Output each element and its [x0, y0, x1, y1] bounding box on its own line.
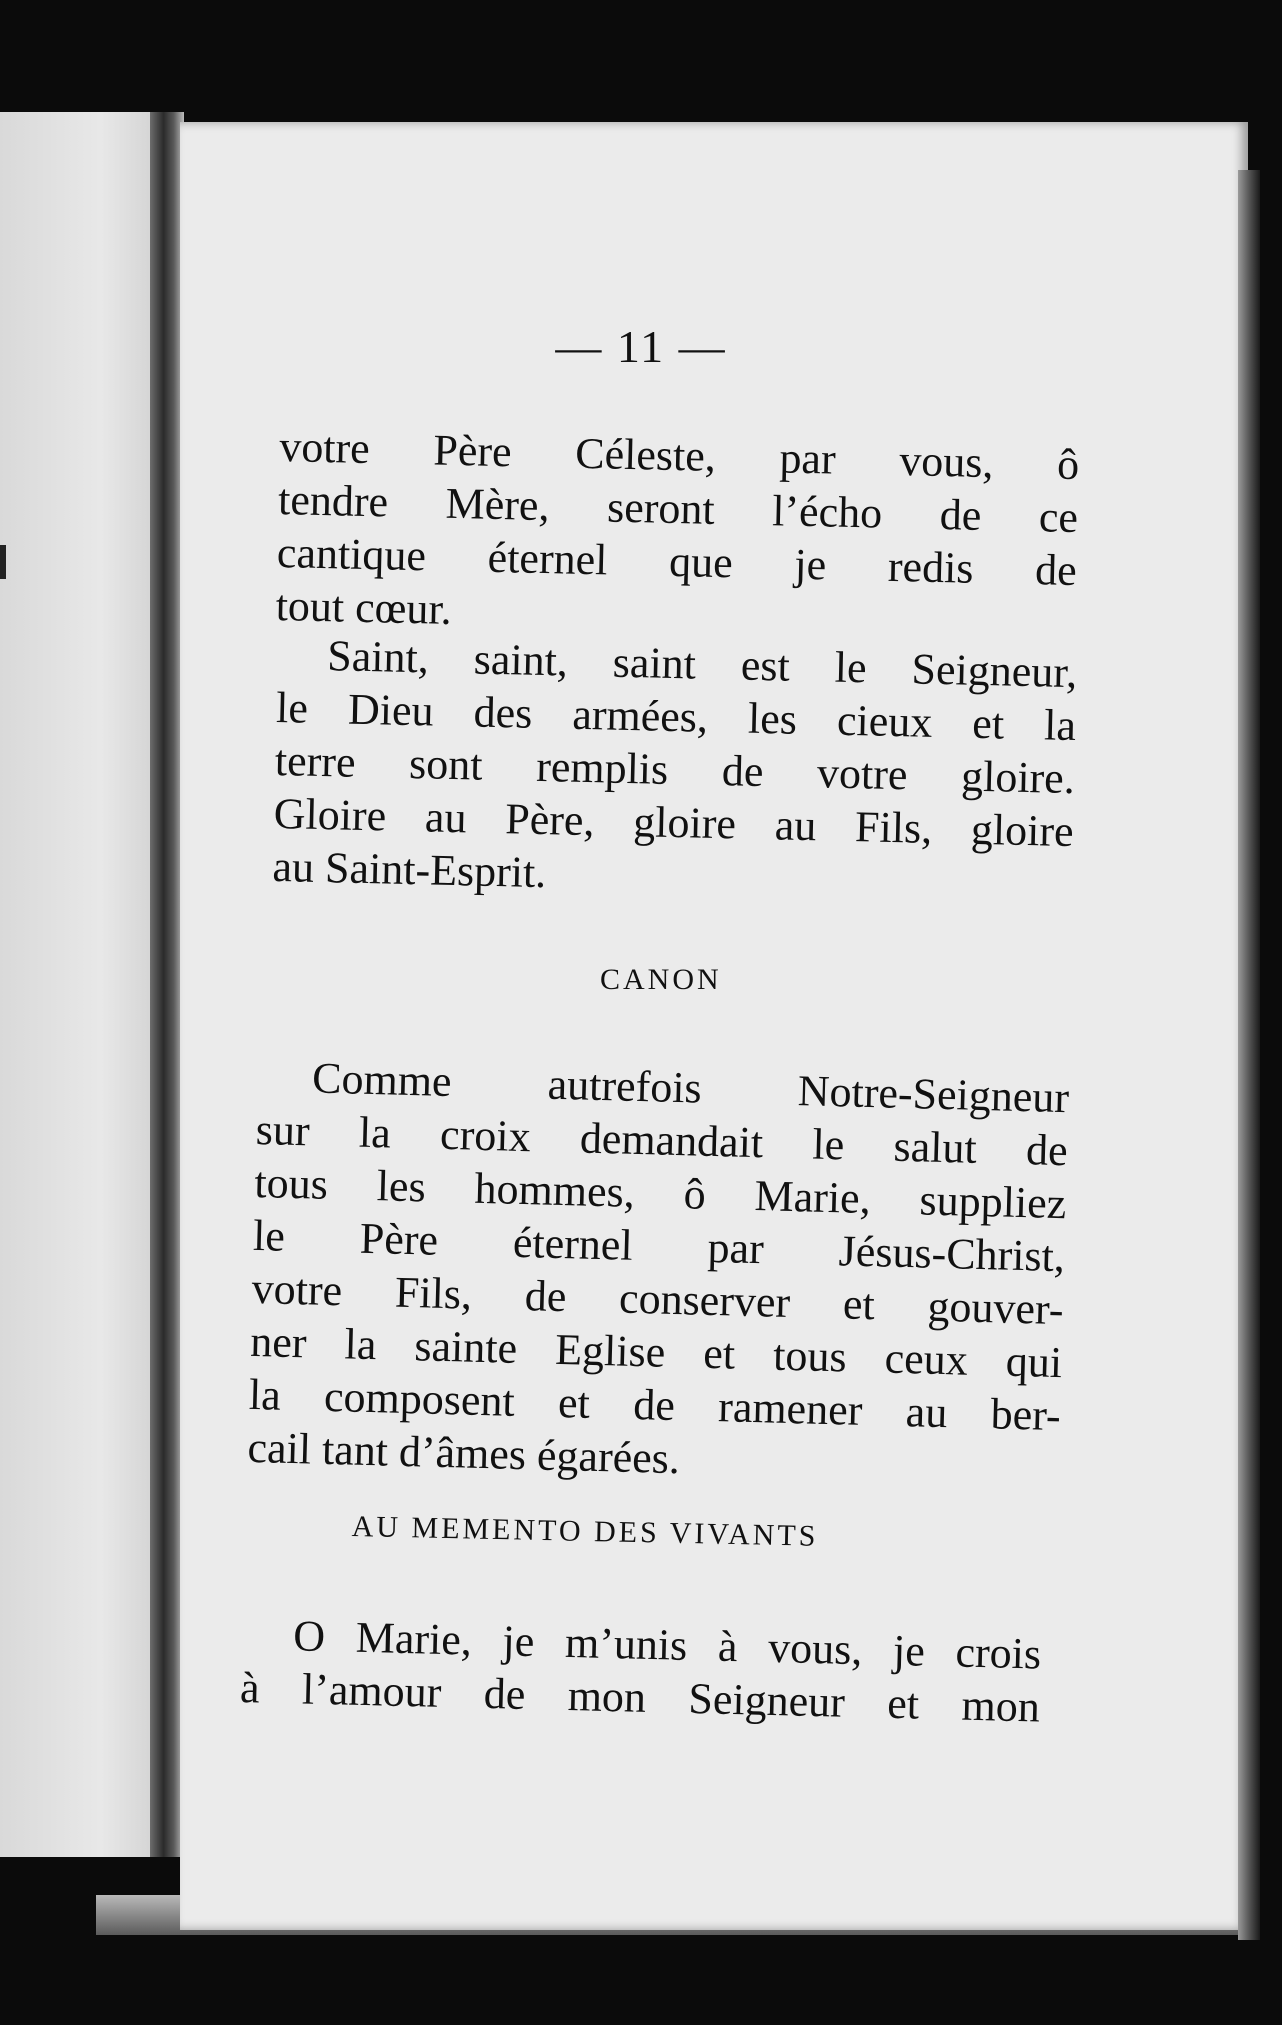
text-line: tout cœur.	[275, 580, 453, 634]
page-right-edge	[1238, 170, 1260, 1940]
text-line: O Marie, je m’unis à vous, je crois	[292, 1611, 1042, 1679]
text-line: votre Père Céleste, par vous, ô	[278, 421, 1080, 490]
text-line: ner la sainte Eglise et tous ceux qui	[249, 1316, 1063, 1388]
text-line: sur la croix demandait le salut de	[255, 1104, 1069, 1176]
paragraph-memento	[239, 1608, 1041, 1734]
text-line: Saint, saint, saint est le Seigneur,	[326, 631, 1078, 698]
text-line: cantique éternel que je redis de	[276, 527, 1078, 596]
text-line: le Dieu des armées, les cieux et la	[275, 682, 1077, 751]
text-line: Gloire au Père, gloire au Fils, gloire	[273, 788, 1075, 857]
paragraph-2	[272, 628, 1078, 911]
text-line: cail tant d’âmes égarées.	[246, 1422, 681, 1484]
section-heading-canon: CANON	[600, 963, 722, 996]
text-line: tous les hommes, ô Marie, suppliez	[253, 1157, 1067, 1229]
left-page-edge	[0, 112, 168, 1857]
text-line: Comme autrefois Notre-Seigneur	[311, 1053, 1070, 1123]
text-line: tendre Mère, seront l’écho de ce	[277, 474, 1079, 543]
text-line: le Père éternel par Jésus-Christ,	[252, 1210, 1066, 1282]
text-line: au Saint-Esprit.	[272, 841, 547, 898]
text-line: à l’amour de mon Seigneur et mon	[239, 1662, 1041, 1732]
section-heading-memento: AU MEMENTO DES VIVANTS	[351, 1510, 819, 1553]
text-line: votre Fils, de conserver et gouver-	[251, 1263, 1065, 1335]
book-gutter	[150, 112, 184, 1857]
left-page-mark	[0, 545, 6, 579]
paragraph-canon	[247, 1050, 1070, 1495]
page-number: — 11 —	[555, 321, 727, 372]
text-line: terre sont remplis de votre gloire.	[274, 735, 1076, 804]
paragraph-1	[275, 420, 1080, 650]
text-line: la composent et de ramener au ber-	[248, 1369, 1062, 1441]
